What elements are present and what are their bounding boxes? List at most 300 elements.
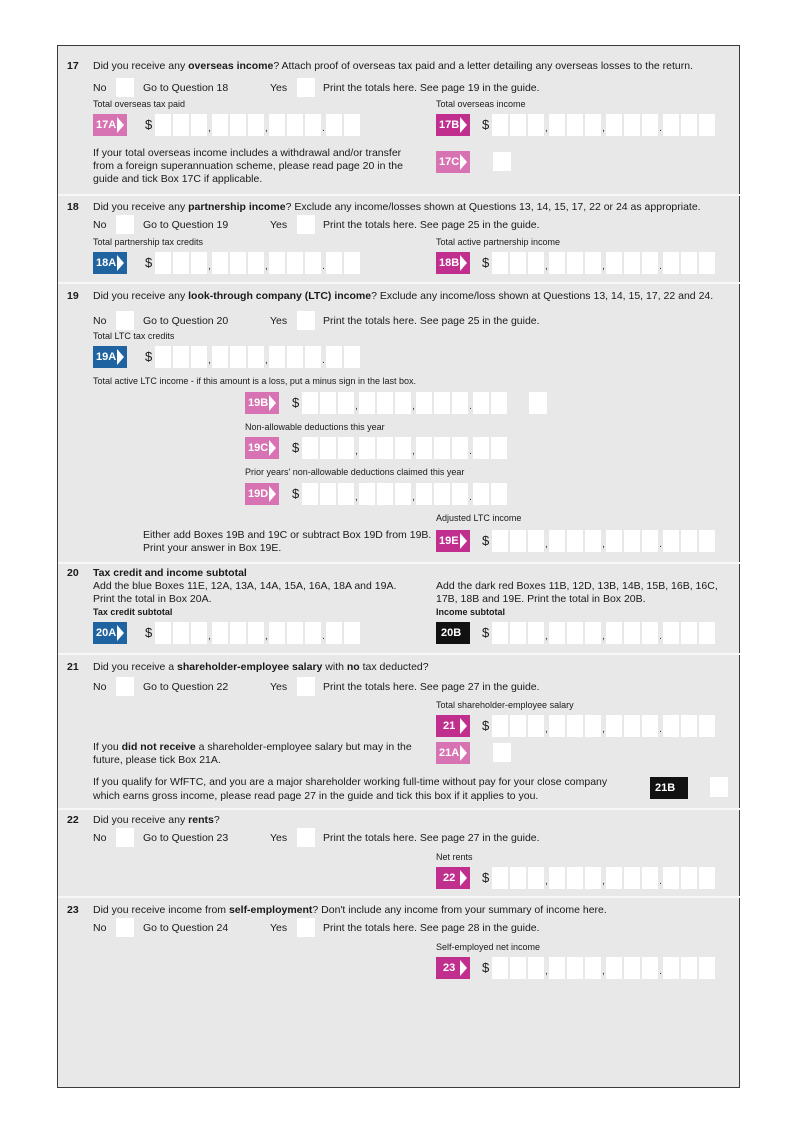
decimal-point: . — [322, 355, 325, 366]
digit-box[interactable] — [699, 622, 715, 644]
thousands-separator: , — [355, 492, 358, 503]
digit-box[interactable] — [395, 437, 411, 459]
digit-group — [549, 867, 601, 889]
yes-checkbox[interactable] — [297, 78, 315, 97]
decimal-point: . — [659, 631, 662, 642]
question-number: 17 — [67, 60, 79, 72]
digit-box[interactable] — [567, 252, 583, 274]
digit-box[interactable] — [567, 957, 583, 979]
instruction-text: Print the total in Box 20A. — [93, 593, 212, 605]
amount-field-22[interactable] — [482, 867, 715, 889]
digit-box[interactable] — [212, 622, 228, 644]
digit-box[interactable] — [585, 530, 601, 552]
box-badge-20a: 20A — [93, 622, 127, 644]
digit-group — [416, 483, 468, 505]
digit-box[interactable] — [642, 252, 658, 274]
no-checkbox[interactable] — [116, 311, 134, 330]
digit-box[interactable] — [230, 114, 246, 136]
digit-box[interactable] — [528, 252, 544, 274]
digit-box[interactable] — [287, 252, 303, 274]
digit-box[interactable] — [585, 622, 601, 644]
digit-box[interactable] — [326, 622, 342, 644]
digit-box[interactable] — [492, 114, 508, 136]
digit-box[interactable] — [377, 392, 393, 414]
digit-box[interactable] — [492, 252, 508, 274]
no-label: No — [93, 681, 107, 693]
digit-box[interactable] — [434, 392, 450, 414]
go-to-text: Go to Question 20 — [143, 315, 229, 327]
digit-box[interactable] — [699, 252, 715, 274]
digit-box[interactable] — [416, 437, 432, 459]
digit-box[interactable] — [344, 346, 360, 368]
digit-box[interactable] — [606, 957, 622, 979]
digit-box[interactable] — [191, 622, 207, 644]
digit-box[interactable] — [287, 622, 303, 644]
digit-group — [302, 392, 354, 414]
no-label: No — [93, 219, 107, 231]
digit-box[interactable] — [585, 957, 601, 979]
thousands-separator: , — [265, 631, 268, 642]
digit-box[interactable] — [606, 622, 622, 644]
minus-sign-box-19b[interactable] — [529, 392, 547, 414]
box-badge-19e: 19E — [436, 530, 470, 552]
digit-box[interactable] — [191, 114, 207, 136]
digit-box[interactable] — [452, 392, 468, 414]
digit-box[interactable] — [549, 622, 565, 644]
digit-box[interactable] — [624, 715, 640, 737]
print-instruction: Print the totals here. See page 25 in the guide. — [323, 315, 540, 327]
checkbox-21b[interactable] — [710, 777, 728, 797]
digit-box[interactable] — [699, 715, 715, 737]
thousands-separator: , — [265, 123, 268, 134]
field-label: Adjusted LTC income — [436, 513, 522, 523]
arrow-right-icon — [117, 255, 124, 271]
decimal-point: . — [469, 401, 472, 412]
digit-box[interactable] — [248, 252, 264, 274]
digit-box[interactable] — [287, 114, 303, 136]
section-divider — [58, 808, 740, 810]
digit-box[interactable] — [492, 622, 508, 644]
digit-box[interactable] — [269, 252, 285, 274]
yes-checkbox[interactable] — [297, 918, 315, 937]
amount-field-19c[interactable] — [292, 437, 507, 459]
digit-group — [606, 867, 658, 889]
digit-box[interactable] — [642, 530, 658, 552]
thousands-separator: , — [602, 539, 605, 550]
digit-box[interactable] — [642, 715, 658, 737]
digit-box[interactable] — [528, 622, 544, 644]
digit-group — [549, 252, 601, 274]
arrow-right-icon — [460, 117, 467, 133]
digit-box[interactable] — [624, 252, 640, 274]
digit-box[interactable] — [395, 483, 411, 505]
amount-field-21[interactable] — [482, 715, 715, 737]
digit-group — [492, 867, 544, 889]
digit-group — [212, 252, 264, 274]
box-badge-17a: 17A — [93, 114, 127, 136]
digit-box[interactable] — [473, 483, 489, 505]
section-title: Tax credit and income subtotal — [93, 567, 247, 579]
digit-box[interactable] — [452, 437, 468, 459]
amount-field-20b[interactable] — [482, 622, 715, 644]
digit-group — [549, 957, 601, 979]
arrow-right-icon — [117, 349, 124, 365]
digit-group — [663, 957, 715, 979]
thousands-separator: , — [545, 539, 548, 550]
digit-box[interactable] — [416, 483, 432, 505]
arrow-right-icon — [117, 625, 124, 641]
digit-box[interactable] — [642, 957, 658, 979]
section-divider — [58, 653, 740, 655]
digit-box[interactable] — [248, 114, 264, 136]
digit-box[interactable] — [510, 957, 526, 979]
digit-box[interactable] — [305, 114, 321, 136]
no-checkbox[interactable] — [116, 677, 134, 696]
digit-box[interactable] — [173, 114, 189, 136]
decimal-point: . — [322, 123, 325, 134]
digit-box[interactable] — [344, 114, 360, 136]
digit-box[interactable] — [212, 346, 228, 368]
digit-box[interactable] — [492, 715, 508, 737]
amount-field-19e[interactable] — [482, 530, 715, 552]
yes-label: Yes — [270, 832, 288, 844]
decimal-point: . — [659, 261, 662, 272]
digit-box[interactable] — [491, 392, 507, 414]
yes-checkbox[interactable] — [297, 677, 315, 696]
digit-box[interactable] — [510, 622, 526, 644]
digit-box[interactable] — [606, 715, 622, 737]
digit-box[interactable] — [528, 867, 544, 889]
decimal-point: . — [659, 724, 662, 735]
dollar-sign: $ — [145, 349, 153, 364]
digit-box[interactable] — [624, 114, 640, 136]
digit-box[interactable] — [624, 622, 640, 644]
digit-box[interactable] — [155, 114, 171, 136]
digit-box[interactable] — [585, 867, 601, 889]
digit-box[interactable] — [606, 114, 622, 136]
digit-box[interactable] — [663, 957, 679, 979]
digit-box[interactable] — [320, 392, 336, 414]
field-label: Self-employed net income — [436, 942, 541, 952]
no-checkbox[interactable] — [116, 78, 134, 97]
field-label: Total partnership tax credits — [93, 237, 204, 247]
digit-box[interactable] — [528, 530, 544, 552]
thousands-separator: , — [545, 876, 548, 887]
digit-group — [269, 622, 321, 644]
digit-box[interactable] — [492, 530, 508, 552]
digit-box[interactable] — [344, 252, 360, 274]
digit-box[interactable] — [395, 392, 411, 414]
digit-box[interactable] — [642, 622, 658, 644]
digit-box[interactable] — [338, 392, 354, 414]
digit-group — [663, 715, 715, 737]
thousands-separator: , — [545, 724, 548, 735]
arrow-right-icon — [269, 395, 276, 411]
question-number: 20 — [67, 567, 79, 579]
digit-box[interactable] — [624, 867, 640, 889]
no-checkbox[interactable] — [116, 828, 134, 847]
field-label: Net rents — [436, 852, 473, 862]
box-badge-21: 21 — [436, 715, 470, 737]
dollar-sign: $ — [482, 870, 490, 885]
dollar-sign: $ — [482, 960, 490, 975]
amount-field-18a[interactable] — [145, 252, 360, 274]
digit-box[interactable] — [212, 114, 228, 136]
digit-group — [663, 867, 715, 889]
decimal-point: . — [659, 876, 662, 887]
digit-box[interactable] — [191, 346, 207, 368]
digit-box[interactable] — [528, 957, 544, 979]
digit-box[interactable] — [302, 392, 318, 414]
digit-box[interactable] — [320, 483, 336, 505]
print-instruction: Print the totals here. See page 27 in the guide. — [323, 681, 540, 693]
digit-box[interactable] — [699, 957, 715, 979]
digit-group — [473, 392, 507, 414]
thousands-separator: , — [208, 631, 211, 642]
digit-box[interactable] — [681, 114, 697, 136]
digit-group — [473, 483, 507, 505]
yes-checkbox[interactable] — [297, 828, 315, 847]
digit-group — [155, 346, 207, 368]
digit-box[interactable] — [528, 715, 544, 737]
digit-group — [549, 622, 601, 644]
amount-field-23[interactable] — [482, 957, 715, 979]
box-badge-17b: 17B — [436, 114, 470, 136]
digit-box[interactable] — [681, 252, 697, 274]
amount-field-17a[interactable] — [145, 114, 360, 136]
digit-box[interactable] — [359, 392, 375, 414]
digit-box[interactable] — [624, 530, 640, 552]
digit-box[interactable] — [510, 715, 526, 737]
go-to-text: Go to Question 18 — [143, 82, 229, 94]
question-text: Did you receive any overseas income? Attach proof of overseas tax paid and a letter detailing any overseas losses to the return. — [93, 60, 694, 72]
digit-box[interactable] — [699, 867, 715, 889]
instruction-text: Print your answer in Box 19E. — [143, 542, 282, 554]
digit-box[interactable] — [567, 867, 583, 889]
question-number: 22 — [67, 814, 79, 826]
no-checkbox[interactable] — [116, 215, 134, 234]
digit-box[interactable] — [302, 437, 318, 459]
yes-label: Yes — [270, 681, 288, 693]
digit-box[interactable] — [624, 957, 640, 979]
arrow-right-icon — [117, 117, 124, 133]
no-label: No — [93, 82, 107, 94]
digit-box[interactable] — [681, 622, 697, 644]
digit-box[interactable] — [549, 530, 565, 552]
digit-group — [492, 622, 544, 644]
digit-box[interactable] — [434, 437, 450, 459]
digit-box[interactable] — [326, 252, 342, 274]
digit-box[interactable] — [492, 957, 508, 979]
digit-box[interactable] — [452, 483, 468, 505]
digit-box[interactable] — [699, 530, 715, 552]
field-label: Total overseas tax paid — [93, 99, 186, 109]
digit-box[interactable] — [567, 715, 583, 737]
digit-box[interactable] — [681, 715, 697, 737]
digit-box[interactable] — [549, 715, 565, 737]
digit-box[interactable] — [434, 483, 450, 505]
digit-box[interactable] — [510, 252, 526, 274]
digit-box[interactable] — [567, 530, 583, 552]
digit-box[interactable] — [269, 346, 285, 368]
go-to-text: Go to Question 24 — [143, 922, 229, 934]
amount-field-19a[interactable] — [145, 346, 360, 368]
digit-box[interactable] — [173, 252, 189, 274]
digit-box[interactable] — [663, 114, 679, 136]
no-checkbox[interactable] — [116, 918, 134, 937]
yes-checkbox[interactable] — [297, 311, 315, 330]
decimal-point: . — [469, 492, 472, 503]
digit-box[interactable] — [549, 114, 565, 136]
box-badge-19c: 19C — [245, 437, 279, 459]
digit-box[interactable] — [681, 530, 697, 552]
field-label: Prior years' non-allowable deductions claimed this year — [245, 467, 465, 477]
digit-group — [606, 622, 658, 644]
digit-box[interactable] — [344, 622, 360, 644]
checkbox-17c[interactable] — [493, 152, 511, 171]
digit-box[interactable] — [305, 252, 321, 274]
digit-box[interactable] — [681, 867, 697, 889]
digit-box[interactable] — [473, 437, 489, 459]
digit-box[interactable] — [359, 437, 375, 459]
digit-box[interactable] — [155, 622, 171, 644]
box-badge-20b: 20B — [436, 622, 470, 644]
digit-box[interactable] — [248, 622, 264, 644]
digit-group — [549, 715, 601, 737]
digit-box[interactable] — [191, 252, 207, 274]
dollar-sign: $ — [145, 117, 153, 132]
digit-group — [302, 437, 354, 459]
field-label: Income subtotal — [436, 607, 506, 617]
instruction-text: 17B, 18B and 19E. Print the total in Box 20B. — [436, 593, 646, 605]
digit-box[interactable] — [699, 114, 715, 136]
dollar-sign: $ — [292, 395, 300, 410]
amount-field-20a[interactable] — [145, 622, 360, 644]
decimal-point: . — [469, 446, 472, 457]
question-text: Did you receive any partnership income? Exclude any income/losses shown at Questions 13, 14, 15, 17, 22 or 24 as appropriate. — [93, 201, 701, 213]
box-badge-22: 22 — [436, 867, 470, 889]
digit-group — [416, 392, 468, 414]
digit-box[interactable] — [663, 622, 679, 644]
digit-box[interactable] — [269, 622, 285, 644]
digit-box[interactable] — [681, 957, 697, 979]
digit-box[interactable] — [173, 622, 189, 644]
digit-box[interactable] — [269, 114, 285, 136]
digit-box[interactable] — [549, 252, 565, 274]
digit-box[interactable] — [510, 530, 526, 552]
thousands-separator: , — [265, 261, 268, 272]
amount-field-17b[interactable] — [482, 114, 715, 136]
digit-box[interactable] — [585, 114, 601, 136]
digit-group — [492, 530, 544, 552]
digit-box[interactable] — [642, 114, 658, 136]
amount-field-18b[interactable] — [482, 252, 715, 274]
digit-box[interactable] — [642, 867, 658, 889]
digit-group — [212, 346, 264, 368]
digit-group — [359, 437, 411, 459]
digit-box[interactable] — [549, 957, 565, 979]
digit-box[interactable] — [606, 867, 622, 889]
digit-box[interactable] — [305, 622, 321, 644]
digit-box[interactable] — [155, 252, 171, 274]
digit-box[interactable] — [567, 622, 583, 644]
thousands-separator: , — [602, 724, 605, 735]
digit-box[interactable] — [359, 483, 375, 505]
digit-box[interactable] — [567, 114, 583, 136]
digit-box[interactable] — [663, 252, 679, 274]
amount-field-19b[interactable] — [292, 392, 507, 414]
dollar-sign: $ — [145, 625, 153, 640]
digit-box[interactable] — [377, 437, 393, 459]
field-label: Total shareholder-employee salary — [436, 700, 574, 710]
digit-box[interactable] — [230, 622, 246, 644]
instruction-text: Add the blue Boxes 11E, 12A, 13A, 14A, 15A, 16A, 18A and 19A. — [93, 580, 397, 592]
digit-box[interactable] — [212, 252, 228, 274]
digit-box[interactable] — [230, 252, 246, 274]
digit-group — [663, 530, 715, 552]
digit-box[interactable] — [510, 867, 526, 889]
digit-box[interactable] — [338, 437, 354, 459]
digit-box[interactable] — [606, 530, 622, 552]
thousands-separator: , — [265, 355, 268, 366]
digit-box[interactable] — [155, 346, 171, 368]
section-divider — [58, 282, 740, 284]
digit-box[interactable] — [248, 346, 264, 368]
digit-group — [663, 114, 715, 136]
thousands-separator: , — [208, 123, 211, 134]
section-divider — [58, 194, 740, 196]
digit-box[interactable] — [663, 867, 679, 889]
digit-box[interactable] — [302, 483, 318, 505]
field-label: Total LTC tax credits — [93, 331, 175, 341]
digit-box[interactable] — [473, 392, 489, 414]
section-divider — [58, 896, 740, 898]
digit-group — [606, 957, 658, 979]
yes-checkbox[interactable] — [297, 215, 315, 234]
digit-box[interactable] — [326, 346, 342, 368]
digit-box[interactable] — [663, 715, 679, 737]
digit-box[interactable] — [320, 437, 336, 459]
digit-box[interactable] — [230, 346, 246, 368]
digit-box[interactable] — [585, 715, 601, 737]
digit-box[interactable] — [287, 346, 303, 368]
question-text: Did you receive a shareholder-employee salary with no tax deducted? — [93, 661, 429, 673]
box-badge-19b: 19B — [245, 392, 279, 414]
digit-box[interactable] — [377, 483, 393, 505]
digit-box[interactable] — [326, 114, 342, 136]
digit-box[interactable] — [663, 530, 679, 552]
digit-box[interactable] — [491, 483, 507, 505]
digit-box[interactable] — [528, 114, 544, 136]
instruction-text: Either add Boxes 19B and 19C or subtract Box 19D from 19B. — [143, 529, 432, 541]
dollar-sign: $ — [482, 718, 490, 733]
digit-box[interactable] — [606, 252, 622, 274]
digit-box[interactable] — [492, 867, 508, 889]
digit-box[interactable] — [510, 114, 526, 136]
amount-field-19d[interactable] — [292, 483, 507, 505]
yes-label: Yes — [270, 219, 288, 231]
digit-group — [326, 622, 360, 644]
digit-box[interactable] — [305, 346, 321, 368]
digit-box[interactable] — [173, 346, 189, 368]
checkbox-21a[interactable] — [493, 743, 511, 762]
digit-box[interactable] — [338, 483, 354, 505]
digit-box[interactable] — [491, 437, 507, 459]
digit-box[interactable] — [549, 867, 565, 889]
digit-box[interactable] — [416, 392, 432, 414]
thousands-separator: , — [602, 123, 605, 134]
digit-box[interactable] — [585, 252, 601, 274]
